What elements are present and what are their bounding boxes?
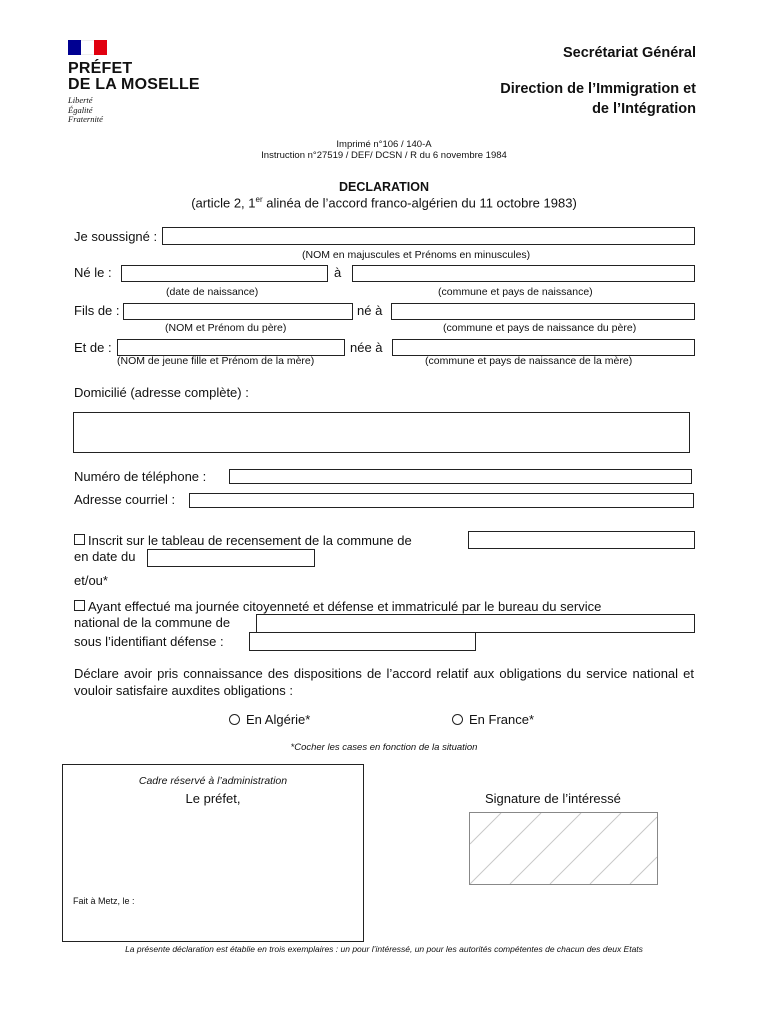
mother-name-hint: (NOM de jeune fille et Prénom de la mère) [117, 355, 315, 367]
header-direction-2: de l’Intégration [592, 101, 696, 117]
email-input[interactable] [189, 493, 694, 508]
motto-liberte: Liberté [68, 95, 93, 105]
instruction-ref: Instruction n°27519 / DEF/ DCSN / R du 6 novembre 1984 [261, 150, 507, 161]
form-reference [184, 139, 584, 161]
radio-algerie[interactable] [229, 712, 310, 727]
jdc-text: Ayant effectué ma journée citoyenneté et défense et immatriculé par le bureau du service [88, 599, 602, 614]
soussigne-label: Je soussigné : [74, 229, 158, 244]
logo-title-line2: DE LA MOSELLE [68, 76, 200, 93]
father-name-hint: (NOM et Prénom du père) [165, 322, 287, 334]
soussigne-hint: (NOM en majuscules et Prénoms en minuscules) [302, 249, 531, 261]
option-jdc [74, 598, 694, 615]
father-name-input[interactable] [123, 303, 353, 320]
ne-le-label: Né le : [74, 265, 112, 280]
radio-france-circle[interactable] [452, 714, 463, 725]
address-textarea[interactable] [73, 412, 690, 453]
inscrit-text: Inscrit sur le tableau de recensement de la commune de [88, 533, 412, 548]
footer-note: La présente déclaration est établie en trois exemplaires : un pour l’intéressé, un pour les autorités compétentes de chacun des deux Etats [125, 944, 643, 954]
signature-label: Signature de l’intéressé [485, 791, 621, 806]
recensement-date-input[interactable] [147, 549, 315, 567]
telephone-label: Numéro de téléphone : [74, 469, 207, 484]
title-subtitle: (article 2, 1er alinéa de l’accord franco-algérien du 11 octobre 1983) [191, 195, 577, 211]
form-number: Imprimé n°106 / 140-A [336, 139, 432, 150]
birth-place-input[interactable] [352, 265, 695, 282]
declare-text: Déclare avoir pris connaissance des dispositions de l’accord relatif aux obligations du service national et vouloir satisfaire auxdites obligations : [74, 666, 694, 698]
etou-label: et/ou* [74, 573, 108, 588]
identifiant-label: sous l’identifiant défense : [74, 634, 224, 649]
prefecture-logo [68, 40, 208, 135]
jdc-checkbox[interactable] [74, 600, 85, 611]
a-label: à [334, 265, 342, 280]
admin-caption: Cadre réservé à l’administration [138, 775, 288, 787]
document-title [84, 180, 684, 210]
header-secretariat: Secrétariat Général [563, 45, 696, 61]
header-block [376, 43, 696, 119]
jdc-commune-input[interactable] [256, 614, 695, 633]
header-direction-1: Direction de l’Immigration et [500, 81, 696, 97]
title-main: DECLARATION [338, 180, 430, 194]
mother-name-input[interactable] [117, 339, 345, 356]
birth-place-hint: (commune et pays de naissance) [438, 286, 593, 298]
admin-prefet: Le préfet, [185, 791, 241, 806]
email-label: Adresse courriel : [74, 492, 176, 507]
radio-france-label: En France* [469, 712, 535, 727]
motto-egalite: Égalité [68, 104, 93, 115]
option-inscrit [74, 533, 412, 548]
signature-hatch [470, 813, 657, 884]
mother-birthplace-input[interactable] [392, 339, 695, 356]
radio-algerie-label: En Algérie* [246, 712, 311, 727]
identifiant-defense-input[interactable] [249, 632, 476, 651]
nee-a-label: née à [350, 340, 383, 355]
recensement-commune-input[interactable] [468, 531, 695, 549]
en-date-du-label: en date du [74, 549, 136, 564]
mother-birthplace-hint: (commune et pays de naissance de la mère) [425, 355, 633, 367]
french-flag-icon [68, 40, 208, 55]
motto-fraternite: Fraternité [68, 114, 103, 124]
admin-frame [62, 764, 364, 942]
et-de-label: Et de : [74, 340, 112, 355]
telephone-input[interactable] [229, 469, 692, 484]
inscrit-checkbox[interactable] [74, 534, 85, 545]
radio-france[interactable] [452, 712, 534, 727]
radio-algerie-circle[interactable] [229, 714, 240, 725]
logo-title-line1: PRÉFET [68, 60, 133, 77]
signature-area[interactable] [469, 812, 658, 885]
admin-fait-metz: Fait à Metz, le : [73, 896, 135, 906]
birth-date-input[interactable] [121, 265, 328, 282]
father-birthplace-input[interactable] [391, 303, 695, 320]
soussigne-input[interactable] [162, 227, 695, 245]
commune-label: national de la commune de [74, 615, 231, 630]
fils-de-label: Fils de : [74, 303, 120, 318]
cocher-note: *Cocher les cases en fonction de la situation [290, 742, 478, 753]
birth-date-hint: (date de naissance) [166, 286, 259, 298]
ne-a-label: né à [357, 303, 383, 318]
domicile-label: Domicilié (adresse complète) : [74, 385, 249, 400]
father-birthplace-hint: (commune et pays de naissance du père) [443, 322, 637, 334]
